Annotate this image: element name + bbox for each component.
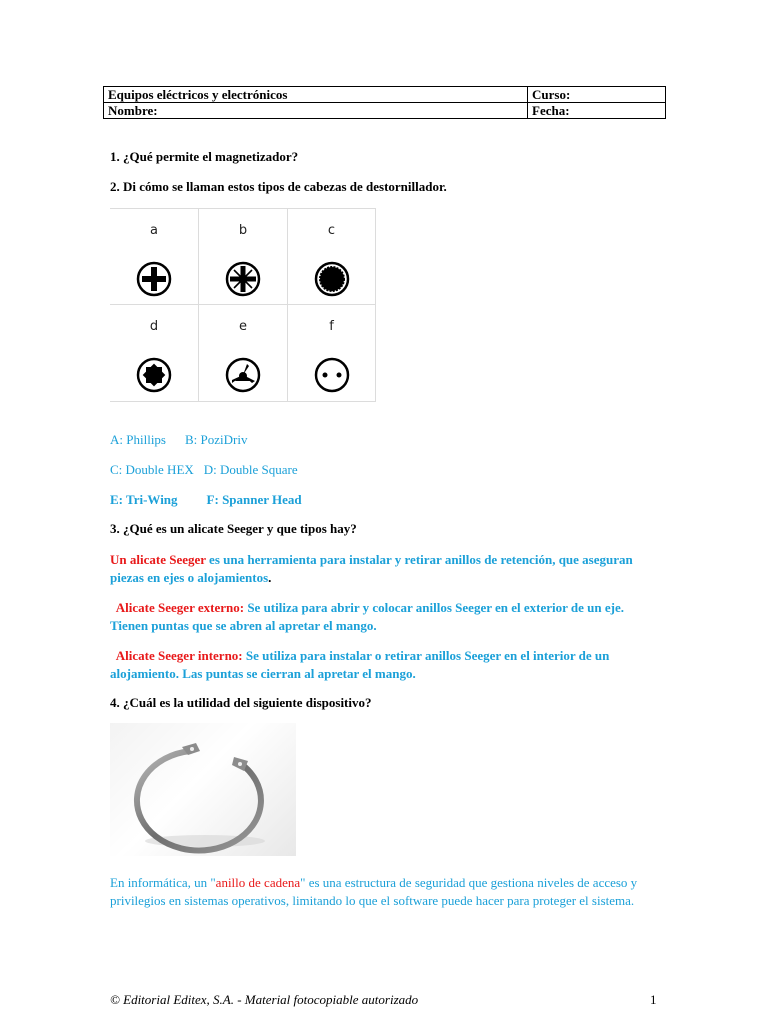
tri-wing-head-icon [225,357,261,393]
answer-d: D: Double Square [203,462,298,477]
answer-b: B: PoziDriv [185,432,248,447]
head-label-c: c [327,223,336,238]
seeger-internal-text: Se utiliza para instalar o retirar anillos Seeger en el interior de un alojamiento. Las puntas se cierran al apretar el mango. [110,648,610,681]
seeger-intro [110,551,655,587]
seeger-external-text: Se utiliza para abrir y colocar anillos Seeger en el exterior de un eje. Tienen puntas que se abren al apretar el mango. [110,600,625,633]
double-hex-head-icon [314,261,350,297]
ring-answer-term: anillo de cadena [215,875,301,890]
answer-c-d-line [110,462,298,478]
head-label-e: e [239,319,247,334]
answer-a: A: Phillips [110,432,166,447]
question-1: 1. ¿Qué permite el magnetizador? [110,149,299,164]
head-label-a: a [150,223,158,238]
ring-answer-post: " es una estructura de seguridad que gestiona niveles de acceso y privilegios en sistemas operativos, limitando lo que el software puede hacer para proteger el sistema. [110,875,638,908]
head-cell-e [199,305,288,402]
answer-e: E: Tri-Wing [110,492,178,507]
head-cell-a [110,208,199,305]
answer-a-b-line [110,432,247,448]
ring-answer-pre: En informática, un " [110,875,216,890]
seeger-intro-text: es una herramienta para instalar y retirar anillos de retención, que aseguran piezas en ejes o alojamientos [110,552,633,585]
seeger-intro-term: Un alicate Seeger [110,552,206,567]
head-cell-f [288,305,376,402]
retaining-ring-icon [110,723,296,856]
double-square-head-icon [136,357,172,393]
retaining-ring-photo [110,723,296,856]
answer-c: C: Double HEX [110,462,194,477]
screwdriver-heads-grid [110,208,376,402]
head-label-f: f [329,319,334,334]
name-cell[interactable]: Nombre: [104,103,528,119]
head-label-d: d [149,319,159,334]
course-cell[interactable]: Curso: [528,87,666,103]
spanner-head-icon [314,357,350,393]
subject-cell: Equipos eléctricos y electrónicos [104,87,528,103]
page-number: 1 [650,992,657,1007]
pozidriv-head-icon [225,261,261,297]
seeger-internal [110,647,655,683]
head-cell-d [110,305,199,402]
answer-f: F: Spanner Head [206,492,302,507]
seeger-internal-term: Alicate Seeger interno: [115,648,243,663]
head-label-b: b [238,223,248,238]
seeger-external-term: Alicate Seeger externo: [115,600,245,615]
seeger-intro-end: . [268,570,272,585]
answer-e-f-line [110,492,302,508]
seeger-external [110,599,655,635]
phillips-head-icon [136,261,172,297]
ring-answer [110,874,655,910]
footer-copyright: © Editorial Editex, S.A. - Material fotocopiable autorizado [110,992,419,1007]
question-4: 4. ¿Cuál es la utilidad del siguiente dispositivo? [110,695,372,710]
date-cell[interactable]: Fecha: [528,103,666,119]
head-cell-b [199,208,288,305]
question-2: 2. Di cómo se llaman estos tipos de cabezas de destornillador. [110,179,447,194]
header-table [103,86,666,119]
question-3: 3. ¿Qué es un alicate Seeger y que tipos hay? [110,521,357,536]
head-cell-c [288,208,376,305]
